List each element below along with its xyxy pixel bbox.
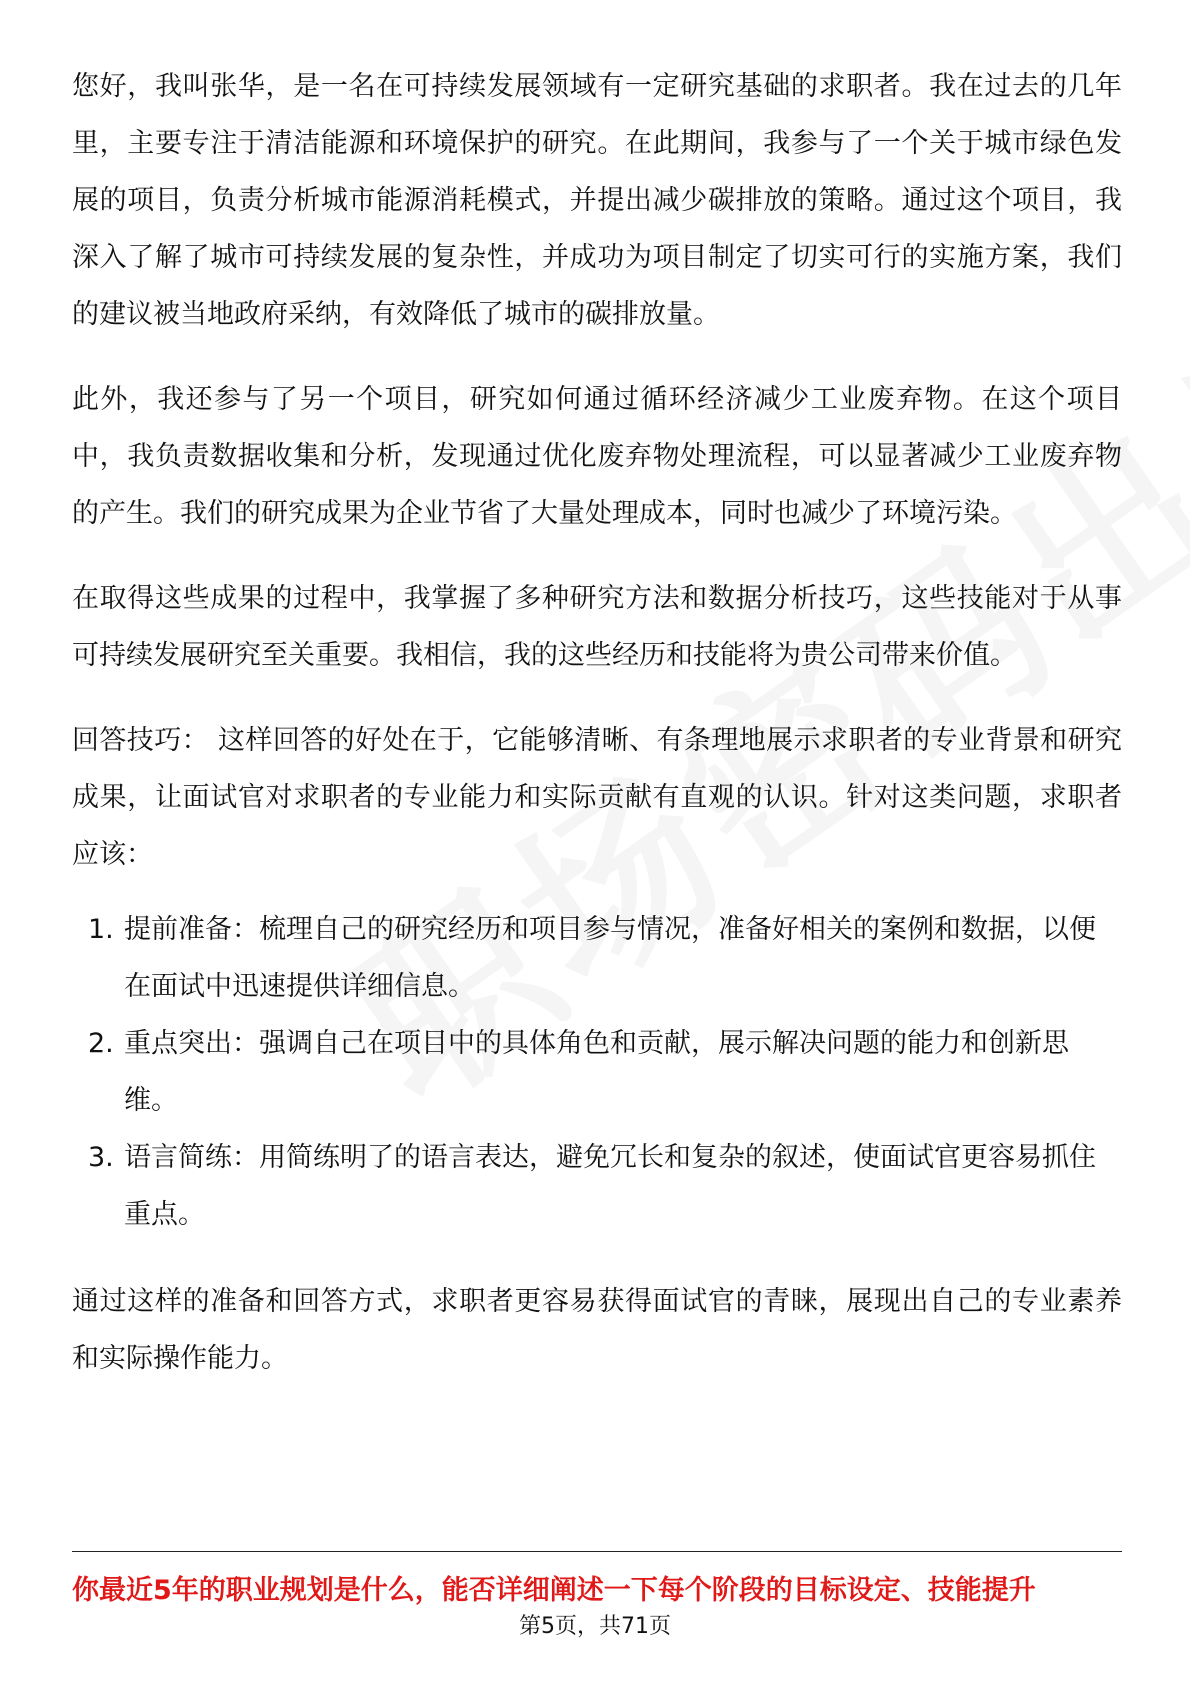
answer-tips-intro: 回答技巧： 这样回答的好处在于，它能够清晰、有条理地展示求职者的专业背景和研究成果，让面试官对求职者的专业能力和实际贡献有直观的认识。针对这类问题，求职者应该： [72,725,1122,870]
list-item-text: 提前准备：梳理自己的研究经历和项目参与情况，准备好相关的案例和数据，以便在面试中迅速提供详细信息。 [124,914,1096,1002]
next-question-heading: 你最近5年的职业规划是什么，能否详细阐述一下每个阶段的目标设定、技能提升 [72,1575,1036,1606]
list-item [72,1015,1122,1129]
answer-paragraph-3: 在取得这些成果的过程中，我掌握了多种研究方法和数据分析技巧，这些技能对于从事可持续发展研究至关重要。我相信，我的这些经历和技能将为贵公司带来价值。 [72,583,1122,671]
list-item-number: 3. [88,1142,114,1173]
list-item-number: 2. [88,1028,114,1059]
list-item-text: 重点突出：强调自己在项目中的具体角色和贡献，展示解决问题的能力和创新思维。 [124,1028,1069,1116]
answer-paragraph-1: 您好，我叫张华，是一名在可持续发展领域有一定研究基础的求职者。我在过去的几年里，主要专注于清洁能源和环境保护的研究。在此期间，我参与了一个关于城市绿色发展的项目，负责分析城市能源消耗模式，并提出减少碳排放的策略。通过这个项目，我深入了解了城市可持续发展的复杂性，并成功为项目制定了切实可行的实施方案，我们的建议被当地政府采纳，有效降低了城市的碳排放量。 [72,71,1122,330]
list-item-number: 1. [88,914,114,945]
answer-content [72,58,1122,1415]
section-divider [72,1551,1122,1552]
closing-paragraph: 通过这样的准备和回答方式，求职者更容易获得面试官的青睐，展现出自己的专业素养和实际操作能力。 [72,1286,1122,1374]
list-item [72,901,1122,1015]
answer-paragraph-2: 此外，我还参与了另一个项目，研究如何通过循环经济减少工业废弃物。在这个项目中，我负责数据收集和分析，发现通过优化废弃物处理流程，可以显著减少工业废弃物的产生。我们的研究成果为企业节省了大量处理成本，同时也减少了环境污染。 [72,384,1122,529]
list-item [72,1129,1122,1243]
tips-list [72,901,1122,1243]
list-item-text: 语言简练：用简练明了的语言表达，避免冗长和复杂的叙述，使面试官更容易抓住重点。 [124,1142,1096,1230]
page-number: 第5页，共71页 [519,1614,671,1639]
